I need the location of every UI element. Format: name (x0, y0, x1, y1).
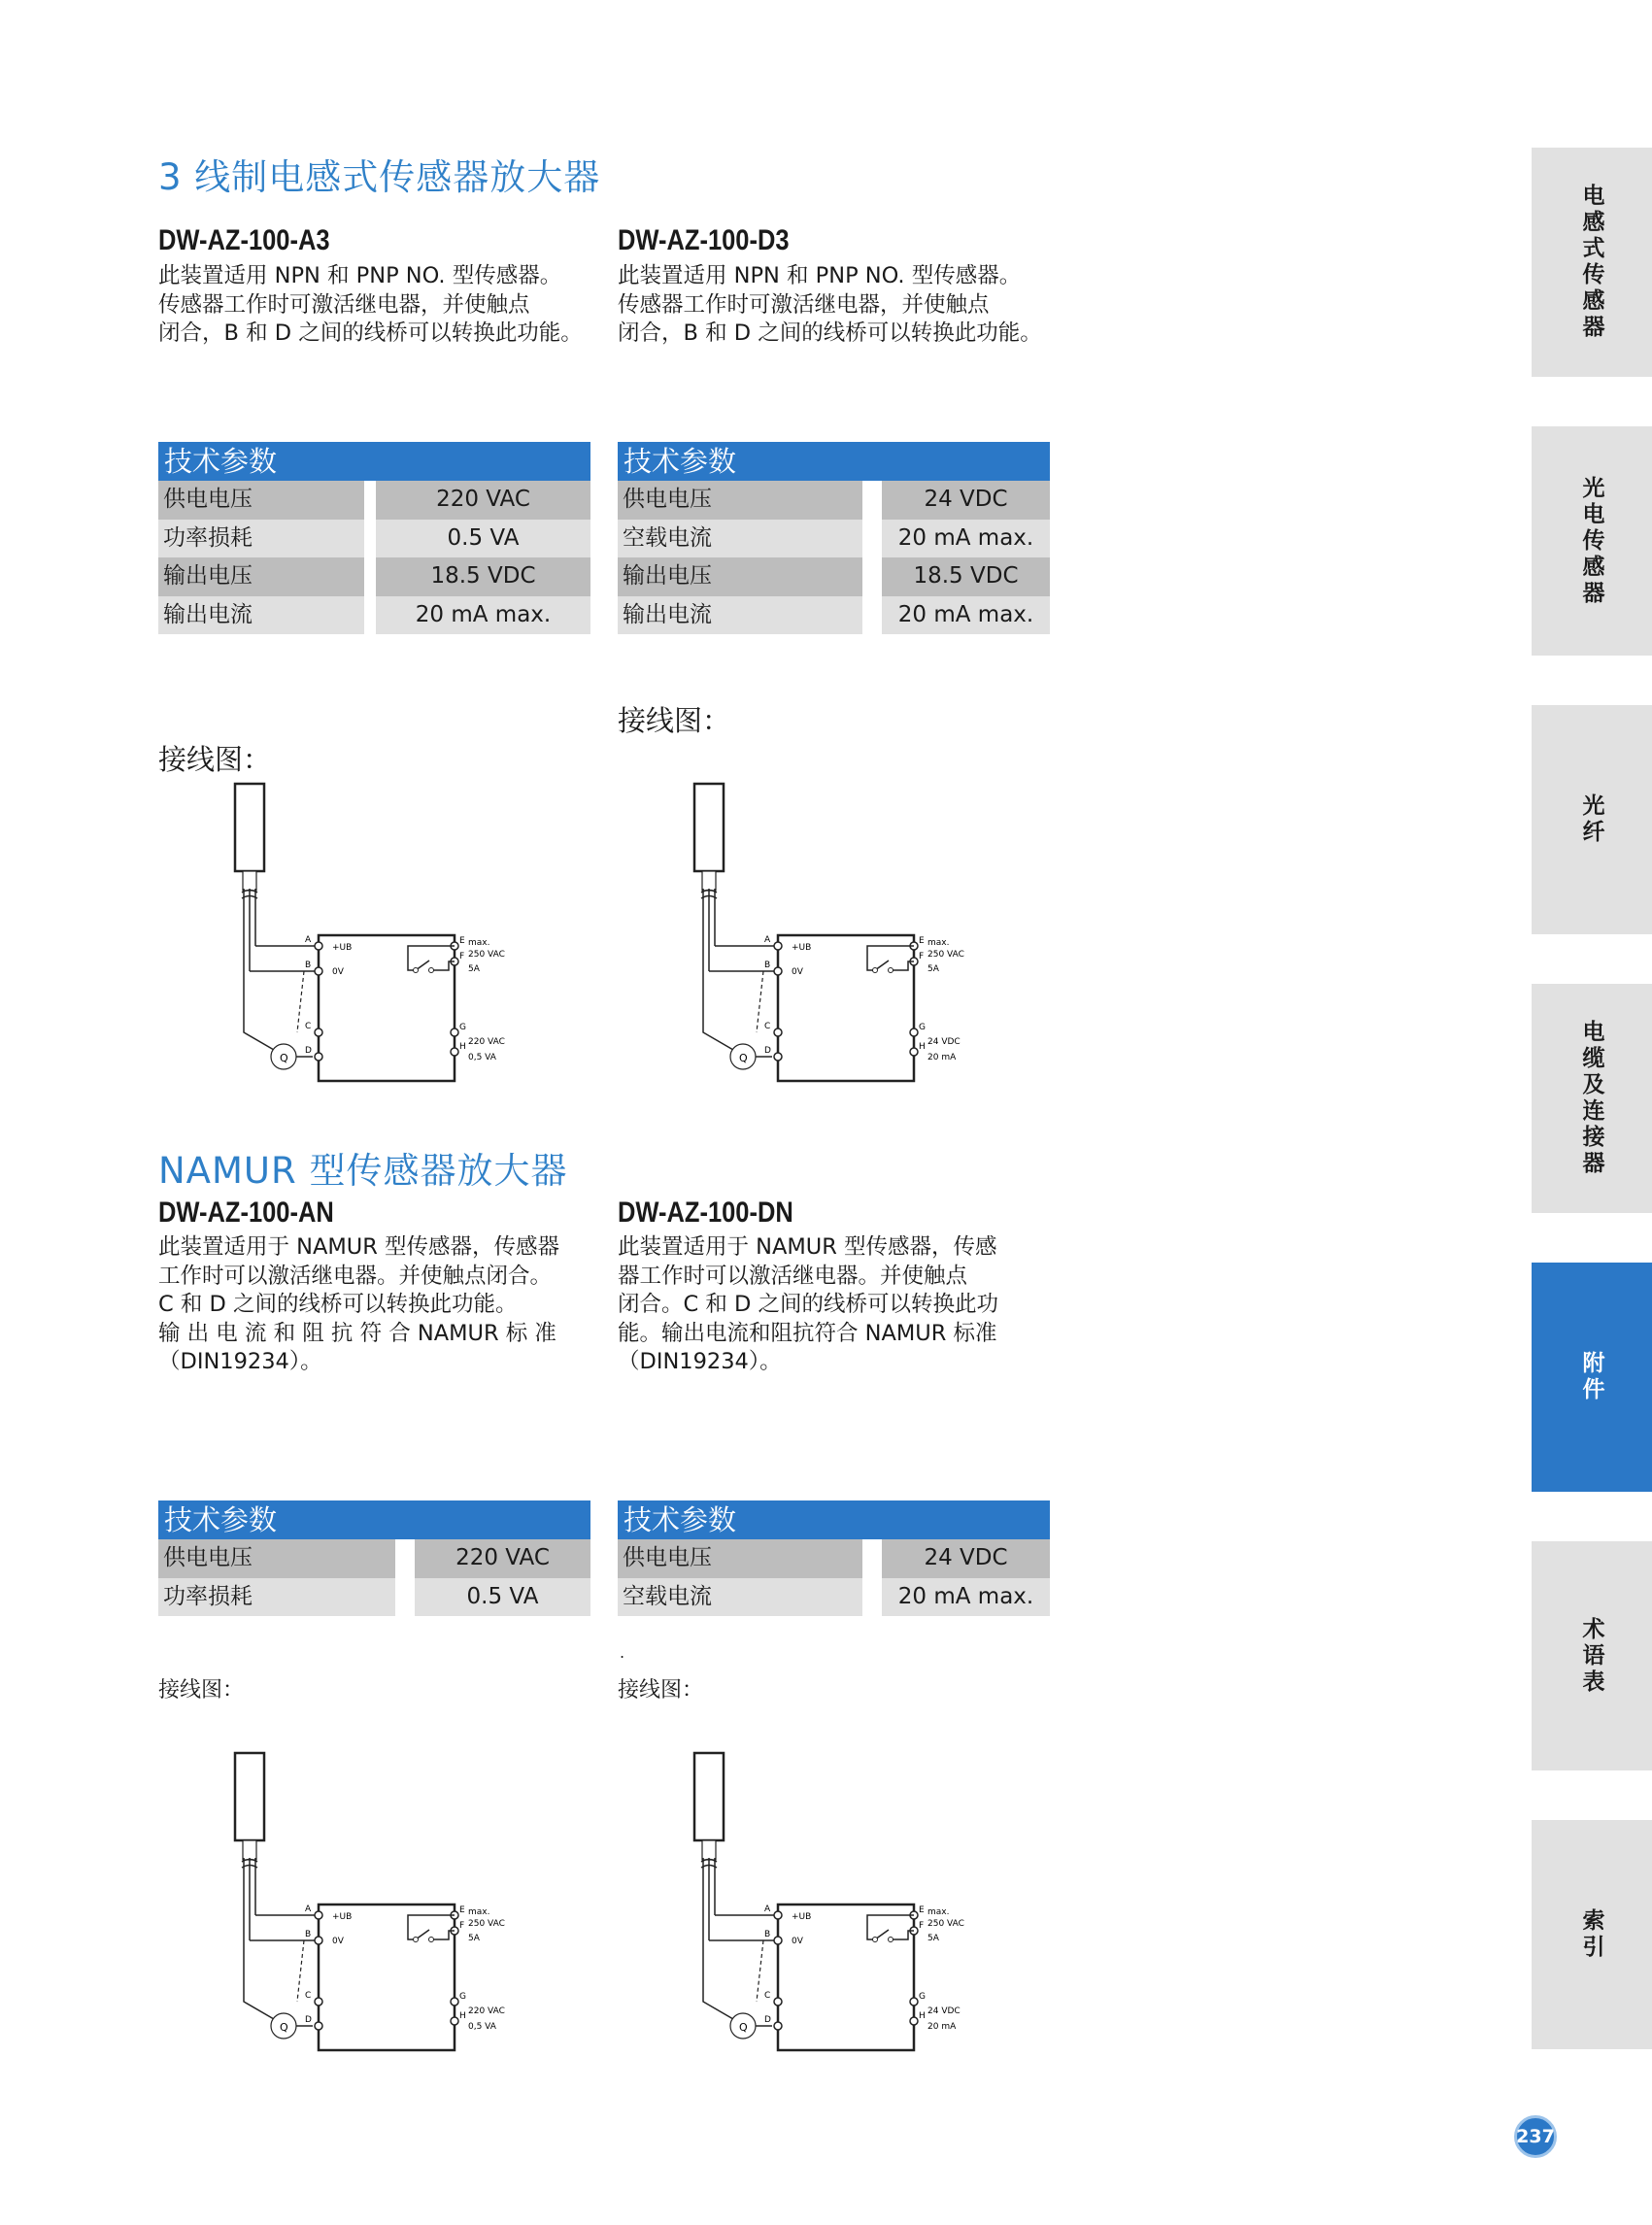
zero-volt-label: 0V (792, 967, 803, 977)
terminal-label: B (764, 961, 771, 970)
terminal-label: D (764, 2015, 771, 2025)
desc-an (158, 1233, 590, 1377)
wiring-label-dn: 接线图： (618, 1678, 704, 1702)
terminal-label: D (305, 1046, 312, 1056)
spec-key: 输出电流 (158, 596, 364, 635)
desc-line: 能。输出电流和阻抗符合 NAMUR 标准 (618, 1320, 997, 1346)
sensor-stem (243, 1840, 256, 1860)
spec-value: 20 mA max. (882, 596, 1050, 635)
terminal-label: A (305, 935, 312, 945)
desc-line: 输 出 电 流 和 阻 抗 符 合 NAMUR 标 准 (158, 1320, 556, 1346)
terminal-label: D (305, 2015, 312, 2025)
terminal-label: E (459, 936, 465, 946)
terminal-c (315, 1028, 322, 1036)
terminal-a (315, 942, 322, 950)
bridge-wire (757, 1940, 763, 2002)
desc-dn (618, 1233, 1050, 1377)
zero-volt-label: 0V (792, 1937, 803, 1946)
zero-volt-label: 0V (332, 967, 344, 977)
spec-row (618, 520, 1050, 558)
terminal-d (774, 1053, 782, 1061)
max-label: max. (927, 1907, 950, 1917)
terminal-c (774, 1028, 782, 1036)
spec-key: 空载电流 (618, 520, 862, 558)
max-label: max. (468, 938, 490, 948)
output-q-label: Q (739, 1052, 748, 1064)
spec-value: 18.5 VDC (376, 557, 590, 596)
sidebar-tab-photoelectric-sensors[interactable] (1532, 426, 1652, 656)
wiring-diagram-d3 (683, 782, 994, 1087)
wiring-diagram-svg (223, 782, 534, 1083)
power-label: 0,5 VA (468, 2022, 496, 2032)
desc-line: 此装置适用于 NAMUR 型传感器，传感 (618, 1234, 997, 1260)
terminal-label: D (764, 1046, 771, 1056)
power-label: 20 mA (927, 2022, 957, 2032)
spec-key: 功率损耗 (158, 520, 364, 558)
model-d3: DW-AZ-100-D3 (618, 224, 790, 256)
sensor-cable (703, 889, 715, 981)
amplifier-box (778, 935, 914, 1081)
terminal-label: H (459, 2011, 466, 2021)
supply-voltage-label: 220 VAC (468, 2006, 505, 2016)
amplifier-box (778, 1905, 914, 2050)
desc-line: 器工作时可以激活继电器。并使触点 (618, 1263, 968, 1289)
section-title-namur: NAMUR 型传感器放大器 (158, 1150, 568, 1192)
desc-line: C 和 D 之间的线桥可以转换此功能。 (158, 1292, 518, 1317)
output-q-label: Q (280, 2021, 288, 2034)
terminal-label: A (305, 1905, 312, 1914)
spec-key: 功率损耗 (158, 1578, 395, 1617)
relay-node (889, 1938, 893, 1942)
desc-line: 工作时可以激活继电器。并使触点闭合。 (158, 1263, 553, 1289)
spec-row (618, 481, 1050, 520)
section-title-3wire: 3 线制电感式传感器放大器 (158, 156, 601, 198)
terminal-d (315, 2022, 322, 2030)
sidebar-tab-inductive-sensors[interactable] (1532, 148, 1652, 377)
terminal-d (774, 2022, 782, 2030)
sensor-cable (244, 1858, 255, 1950)
spec-row (618, 557, 1050, 596)
terminal-label: B (764, 1930, 771, 1939)
page-number: 237 (1514, 2115, 1557, 2158)
spec-row (158, 1539, 590, 1578)
spec-key: 输出电压 (618, 557, 862, 596)
supply-plus-label: +UB (792, 1912, 812, 1922)
terminal-label: E (919, 1905, 925, 1915)
spec-key: 供电电压 (618, 481, 862, 520)
terminal-h (451, 1048, 458, 1056)
sensor-body (694, 784, 724, 871)
spec-value: 220 VAC (415, 1539, 590, 1578)
max-voltage-label: 250 VAC (927, 950, 964, 960)
terminal-label: C (764, 1991, 771, 2001)
desc-line: 闭合，B 和 D 之间的线桥可以转换此功能。 (158, 320, 583, 346)
terminal-h (910, 2017, 918, 2025)
spec-value: 20 mA max. (882, 1578, 1050, 1617)
spec-value: 0.5 VA (376, 520, 590, 558)
sensor-body (235, 784, 264, 871)
supply-plus-label: +UB (332, 1912, 353, 1922)
max-label: max. (927, 938, 950, 948)
terminal-g (910, 1028, 918, 1036)
terminal-label: A (764, 935, 771, 945)
wiring-diagram-dn (683, 1751, 994, 2056)
model-an: DW-AZ-100-AN (158, 1197, 334, 1229)
desc-line: 传感器工作时可激活继电器，并使触点 (158, 291, 530, 318)
desc-line: 闭合，B 和 D 之间的线桥可以转换此功能。 (618, 320, 1042, 346)
relay-node (889, 968, 893, 973)
terminal-g (910, 1998, 918, 2006)
terminal-label: G (919, 1992, 926, 2002)
spec-key: 供电电压 (618, 1539, 862, 1578)
terminal-label: G (919, 1023, 926, 1032)
sidebar-tab-label: 电缆及连接器 (1578, 1020, 1604, 1177)
terminal-h (910, 1048, 918, 1056)
terminal-label: E (459, 1905, 465, 1915)
wiring-diagram-svg (683, 1751, 994, 2052)
terminal-label: G (459, 1023, 466, 1032)
wiring-diagram-an (223, 1751, 534, 2056)
supply-voltage-label: 24 VDC (927, 2006, 961, 2016)
terminal-g (451, 1028, 458, 1036)
amplifier-box (319, 935, 455, 1081)
terminal-label: F (459, 952, 465, 961)
spec-row (618, 596, 1050, 635)
terminal-b (774, 1937, 782, 1944)
terminal-label: G (459, 1992, 466, 2002)
sidebar-tab-label: 附件 (1578, 1351, 1604, 1403)
terminal-b (315, 1937, 322, 1944)
wiring-diagram-svg (223, 1751, 534, 2052)
spec-key: 供电电压 (158, 481, 364, 520)
terminal-c (315, 1998, 322, 2006)
spec-row (618, 1539, 1050, 1578)
desc-line: （DIN19234）。 (158, 1349, 322, 1374)
supply-plus-label: +UB (332, 943, 353, 953)
spec-table-header: 技术参数 (158, 1500, 590, 1539)
spec-row (158, 1578, 590, 1617)
terminal-label: F (919, 952, 925, 961)
sidebar-tab-fiber[interactable] (1532, 705, 1652, 934)
spec-row (158, 481, 590, 520)
supply-plus-label: +UB (792, 943, 812, 953)
terminal-b (774, 967, 782, 975)
relay-node (429, 968, 434, 973)
spec-key: 空载电流 (618, 1578, 862, 1617)
sidebar-tab-label: 光电传感器 (1578, 475, 1604, 607)
relay-node (873, 968, 878, 973)
spec-value: 220 VAC (376, 481, 590, 520)
spec-value: 24 VDC (882, 481, 1050, 520)
spec-row (618, 1578, 1050, 1617)
relay-node (414, 968, 419, 973)
model-a3: DW-AZ-100-A3 (158, 224, 330, 256)
relay-node (873, 1938, 878, 1942)
supply-voltage-label: 220 VAC (468, 1037, 505, 1047)
terminal-a (774, 1911, 782, 1919)
spec-row (158, 596, 590, 635)
terminal-h (451, 2017, 458, 2025)
desc-line: 此装置适用于 NAMUR 型传感器，传感器 (158, 1234, 560, 1260)
terminal-b (315, 967, 322, 975)
output-q-label: Q (280, 1052, 288, 1064)
spec-value: 20 mA max. (882, 520, 1050, 558)
stray-dot: . (620, 1643, 625, 1662)
desc-d3 (618, 262, 1050, 349)
max-voltage-label: 250 VAC (468, 1919, 505, 1929)
desc-line: 传感器工作时可激活继电器，并使触点 (618, 291, 990, 318)
terminal-g (451, 1998, 458, 2006)
desc-line: 此装置适用 NPN 和 PNP NO. 型传感器。 (618, 263, 1022, 288)
sidebar-tab-glossary[interactable] (1532, 1541, 1652, 1770)
relay-node (414, 1938, 419, 1942)
terminal-label: H (459, 1042, 466, 1052)
sensor-cable (244, 889, 255, 981)
terminal-label: C (764, 1022, 771, 1031)
bridge-wire (297, 1940, 304, 2002)
desc-line: 闭合。C 和 D 之间的线桥可以转换此功 (618, 1292, 998, 1317)
sidebar-tab-label: 光纤 (1578, 793, 1604, 846)
output-q-label: Q (739, 2021, 748, 2034)
spec-table-header: 技术参数 (618, 442, 1050, 481)
terminal-label: C (305, 1991, 312, 2001)
relay-node (429, 1938, 434, 1942)
max-current-label: 5A (927, 964, 939, 974)
max-current-label: 5A (927, 1934, 939, 1943)
max-voltage-label: 250 VAC (468, 950, 505, 960)
sensor-cable (703, 1858, 715, 1950)
spec-key: 供电电压 (158, 1539, 395, 1578)
desc-line: 此装置适用 NPN 和 PNP NO. 型传感器。 (158, 263, 562, 288)
max-current-label: 5A (468, 964, 480, 974)
desc-line: （DIN19234）。 (618, 1349, 782, 1374)
terminal-label: F (459, 1921, 465, 1931)
spec-value: 18.5 VDC (882, 557, 1050, 596)
max-voltage-label: 250 VAC (927, 1919, 964, 1929)
spec-value: 0.5 VA (415, 1578, 590, 1617)
terminal-a (315, 1911, 322, 1919)
sidebar-tab-cables[interactable] (1532, 984, 1652, 1213)
terminal-d (315, 1053, 322, 1061)
sensor-stem (702, 1840, 716, 1860)
spec-table-a3 (158, 442, 590, 634)
wiring-diagram-a3 (223, 782, 534, 1087)
sidebar-tab-label: 索引 (1578, 1908, 1604, 1961)
desc-a3 (158, 262, 590, 349)
spec-row (158, 520, 590, 558)
wiring-label-an: 接线图： (158, 1678, 245, 1702)
sidebar-tab-label: 术语表 (1578, 1616, 1604, 1696)
sidebar-tab-label: 电感式传感器 (1578, 184, 1604, 341)
spec-table-an (158, 1500, 590, 1616)
terminal-a (774, 942, 782, 950)
spec-table-header: 技术参数 (158, 442, 590, 481)
spec-row (158, 557, 590, 596)
sidebar-tab-index[interactable] (1532, 1820, 1652, 2049)
model-dn: DW-AZ-100-DN (618, 1197, 793, 1229)
bridge-wire (757, 971, 763, 1032)
amplifier-box (319, 1905, 455, 2050)
wiring-label-a3: 接线图： (158, 743, 272, 776)
power-label: 0,5 VA (468, 1053, 496, 1062)
spec-value: 20 mA max. (376, 596, 590, 635)
sensor-stem (702, 871, 716, 891)
terminal-label: E (919, 936, 925, 946)
max-label: max. (468, 1907, 490, 1917)
max-current-label: 5A (468, 1934, 480, 1943)
spec-value: 24 VDC (882, 1539, 1050, 1578)
terminal-label: B (305, 1930, 312, 1939)
spec-key: 输出电流 (618, 596, 862, 635)
bridge-wire (297, 971, 304, 1032)
sensor-stem (243, 871, 256, 891)
zero-volt-label: 0V (332, 1937, 344, 1946)
wiring-label-d3: 接线图： (618, 704, 731, 737)
spec-table-dn (618, 1500, 1050, 1616)
sensor-body (235, 1753, 264, 1840)
terminal-c (774, 1998, 782, 2006)
terminal-label: F (919, 1921, 925, 1931)
terminal-label: H (919, 2011, 926, 2021)
supply-voltage-label: 24 VDC (927, 1037, 961, 1047)
terminal-label: A (764, 1905, 771, 1914)
power-label: 20 mA (927, 1053, 957, 1062)
sensor-body (694, 1753, 724, 1840)
terminal-label: B (305, 961, 312, 970)
wiring-diagram-svg (683, 782, 994, 1083)
spec-key: 输出电压 (158, 557, 364, 596)
spec-table-d3 (618, 442, 1050, 634)
terminal-label: C (305, 1022, 312, 1031)
sidebar-tab-accessories[interactable] (1532, 1263, 1652, 1492)
terminal-label: H (919, 1042, 926, 1052)
spec-table-header: 技术参数 (618, 1500, 1050, 1539)
